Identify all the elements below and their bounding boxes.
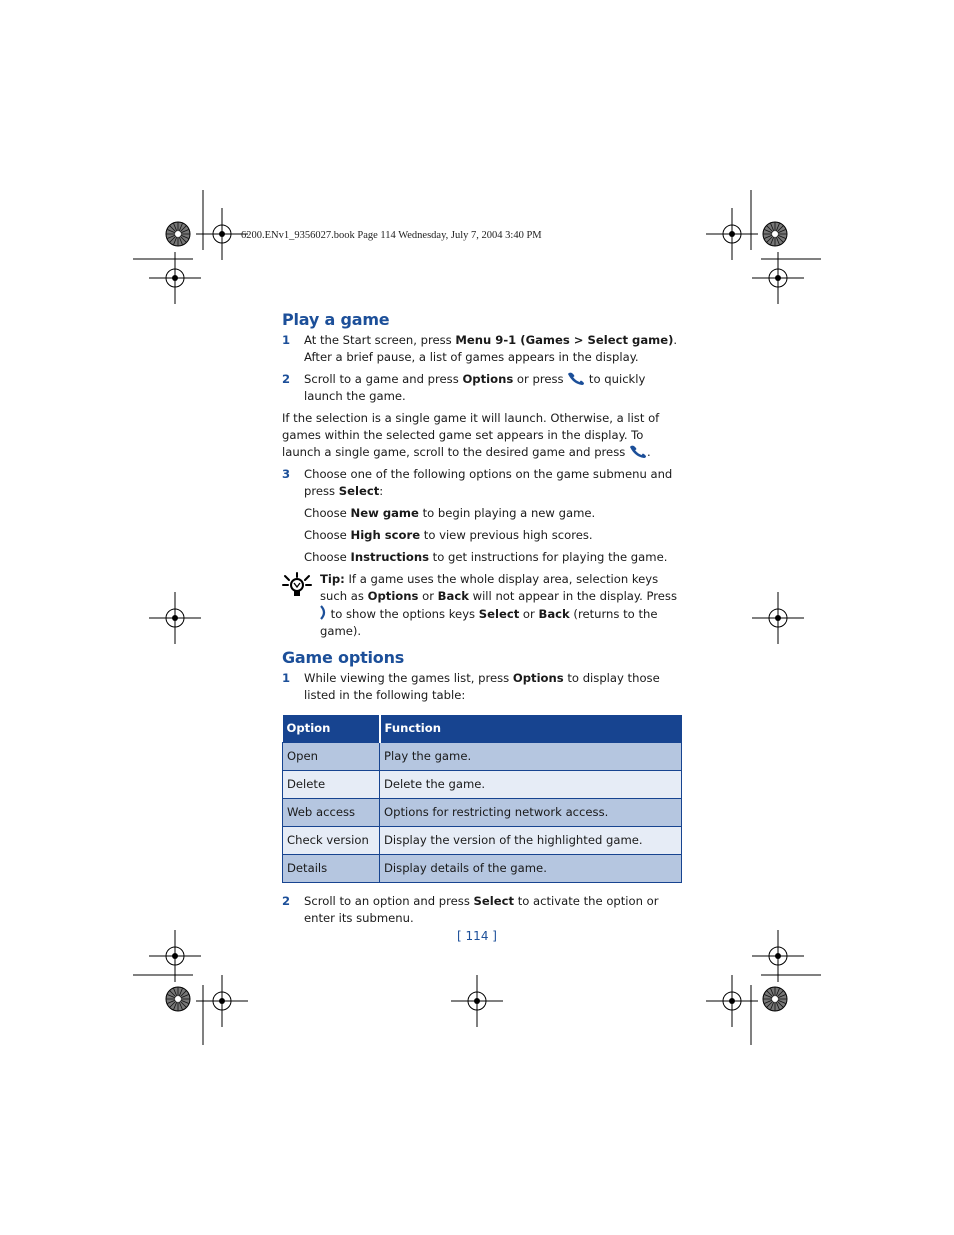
- step-text: Scroll to an option and press Select to activate the option or enter its submenu.: [304, 893, 659, 925]
- section-title-game-options: Game options: [282, 648, 405, 667]
- table-row: [283, 826, 682, 854]
- phone-send-icon: [567, 372, 585, 385]
- table-cell-function: Display the version of the highlighted game.: [380, 826, 682, 854]
- choice-new-game: Choose New game to begin playing a new game.: [304, 506, 596, 520]
- step-1-play: [282, 332, 682, 366]
- table-row: [283, 742, 682, 770]
- table-cell-function: Options for restricting network access.: [380, 798, 682, 826]
- step-3-play: [282, 466, 682, 500]
- step-text: Choose one of the following options on the game submenu and press Select:: [304, 467, 673, 498]
- section-title-play-a-game: Play a game: [282, 310, 390, 329]
- step-text: At the Start screen, press Menu 9-1 (Games > Select game). After a brief pause, a list of games appears in the display.: [304, 333, 678, 364]
- table-cell-option: Delete: [283, 770, 380, 798]
- page-number: [ 114 ]: [457, 929, 497, 943]
- page-content: [282, 308, 682, 932]
- choice-high-score: Choose High score to view previous high scores.: [304, 528, 593, 542]
- table-cell-option: Open: [283, 742, 380, 770]
- table-cell-function: Display details of the game.: [380, 854, 682, 882]
- table-cell-option: Check version: [283, 826, 380, 854]
- table-cell-function: Play the game.: [380, 742, 682, 770]
- right-selection-key-icon: [320, 605, 327, 620]
- step-text: While viewing the games list, press Options to display those listed in the following table:: [304, 671, 660, 702]
- step-number: 1: [282, 333, 291, 347]
- step-number: 2: [282, 893, 291, 908]
- table-row: [283, 770, 682, 798]
- step-number: 3: [282, 467, 291, 481]
- step-1-options: [282, 670, 682, 704]
- table-cell-option: Web access: [283, 798, 380, 826]
- table-cell-function: Delete the game.: [380, 770, 682, 798]
- column-header-option: Option: [283, 715, 380, 742]
- tip-box: [282, 571, 682, 640]
- tip-text: Tip: If a game uses the whole display area, selection keys such as Options or Back will not appear in the display. Press to show the options keys Select or Back (returns to the game).: [320, 572, 677, 638]
- step-text: Scroll to a game and press Options or press to quickly launch the game.: [304, 372, 646, 403]
- column-header-function: Function: [380, 715, 682, 742]
- table-row: [283, 854, 682, 882]
- paragraph-single-game: If the selection is a single game it will launch. Otherwise, a list of games within the selected game set appears in the display. To launch a single game, scroll to the desired game and press .: [282, 411, 660, 459]
- table-row: [283, 798, 682, 826]
- phone-send-icon: [629, 445, 647, 458]
- step-2-options: [282, 893, 682, 927]
- table-header-row: [283, 715, 682, 742]
- table-cell-option: Details: [283, 854, 380, 882]
- print-header-line: 6200.ENv1_9356027.book Page 114 Wednesday, July 7, 2004 3:40 PM: [241, 230, 542, 241]
- lightbulb-tip-icon: [282, 571, 320, 640]
- step-number: 2: [282, 372, 291, 386]
- step-2-play: [282, 371, 682, 405]
- game-options-table: [282, 715, 682, 883]
- step-number: 1: [282, 671, 291, 685]
- choice-instructions: Choose Instructions to get instructions for playing the game.: [304, 550, 668, 564]
